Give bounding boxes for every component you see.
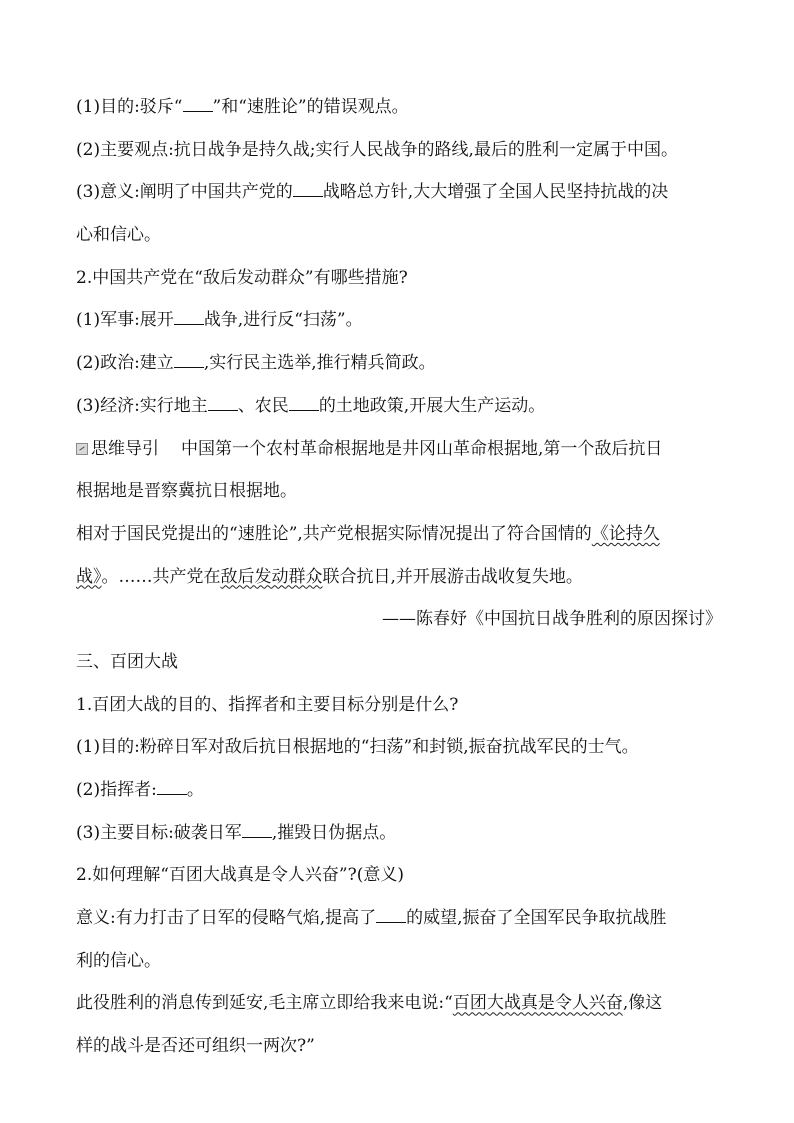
line-commander: [76, 779, 722, 801]
text: 、农民: [237, 395, 289, 416]
line-target: [76, 822, 722, 844]
text: ,实行民主选举,推行精兵简政。: [203, 353, 436, 374]
text: (3)经济:实行地主: [76, 395, 208, 416]
fill-blank: [208, 396, 238, 411]
text: (3)意义:阐明了中国共产党的: [76, 182, 293, 203]
guide-icon: [76, 443, 88, 455]
text: ,摧毁日伪据点。: [271, 822, 397, 843]
question-1: 1.百团大战的目的、指挥者和主要目标分别是什么?: [76, 694, 459, 715]
emphasis-text: 战》: [76, 566, 102, 587]
line-meaning: [76, 907, 722, 929]
document-page: [76, 96, 722, 1078]
text: 的土地政策,开展大生产运动。: [318, 395, 546, 416]
emphasis-text: 敌后发动群众: [220, 566, 323, 587]
fill-blank: [183, 97, 213, 112]
question-2: 2.中国共产党在“敌后发动群众”有哪些措施?: [76, 267, 408, 288]
section-heading: 三、百团大战: [76, 651, 178, 672]
text: (1)目的:驳斥“: [76, 97, 183, 117]
fill-blank: [242, 823, 272, 838]
line-economy: [76, 395, 722, 417]
line-purpose: [76, 96, 722, 118]
text: 中国第一个农村革命根据地是井冈山革命根据地,第一个敌后抗日: [181, 438, 663, 459]
text: 的威望,振奋了全国军民争取抗战胜: [406, 908, 667, 929]
fill-blank: [376, 908, 406, 923]
emphasis-text: 《论持久: [591, 523, 660, 544]
text: 。……共产党在: [101, 566, 221, 587]
quote2-line-2: 样的战斗是否还可组织一两次?”: [76, 1036, 315, 1057]
line-meaning-cont: 利的信心。: [76, 950, 161, 971]
text: (2)指挥者:: [76, 780, 157, 800]
text: 战略总方针,大大增强了全国人民坚持抗战的决: [322, 182, 669, 203]
quote2-line-1: [76, 992, 722, 1014]
text: 。: [186, 780, 204, 800]
fill-blank: [157, 780, 187, 795]
line-significance: [76, 181, 722, 203]
text: ”和“速胜论”的错误观点。: [212, 97, 409, 117]
line-purpose-2: (1)目的:粉碎日军对敌后抗日根据地的“扫荡”和封锁,振奋抗战军民的士气。: [76, 737, 639, 758]
text: 相对于国民党提出的“速胜论”,共产党根据实际情况提出了符合国情的: [76, 523, 592, 544]
fill-blank: [174, 310, 204, 325]
thinking-guide-cont: 根据地是晋察冀抗日根据地。: [76, 481, 297, 502]
text: 意义:有力打击了日军的侵略气焰,提高了: [76, 908, 377, 929]
line-main-view: (2)主要观点:抗日战争是持久战;实行人民战争的路线,最后的胜利一定属于中国。: [76, 139, 678, 160]
line-military: [76, 309, 722, 331]
line-politics: [76, 352, 722, 374]
quote-source: ——陈春妤《中国抗日战争胜利的原因探讨》: [382, 609, 722, 630]
emphasis-text: 百团大战真是令人兴奋: [452, 993, 623, 1014]
thinking-guide: [76, 438, 722, 460]
text: (1)军事:展开: [76, 310, 174, 331]
quote-line-1: [76, 523, 722, 545]
line-significance-cont: 心和信心。: [76, 225, 161, 246]
fill-blank: [289, 396, 319, 411]
text: 战争,进行反“扫荡”。: [203, 310, 363, 331]
text: (2)政治:建立: [76, 353, 174, 374]
question-2b: 2.如何理解“百团大战真是令人兴奋”?(意义): [76, 865, 404, 886]
quote-line-2: [76, 566, 722, 588]
text: 联合抗日,并开展游击战收复失地。: [322, 566, 583, 587]
fill-blank: [293, 182, 323, 197]
text: (3)主要目标:破袭日军: [76, 822, 242, 843]
text: 此役胜利的消息传到延安,毛主席立即给我来电说:“: [76, 993, 453, 1014]
fill-blank: [174, 353, 204, 368]
guide-label: 思维导引: [91, 438, 159, 459]
text: ,像这: [622, 993, 663, 1014]
